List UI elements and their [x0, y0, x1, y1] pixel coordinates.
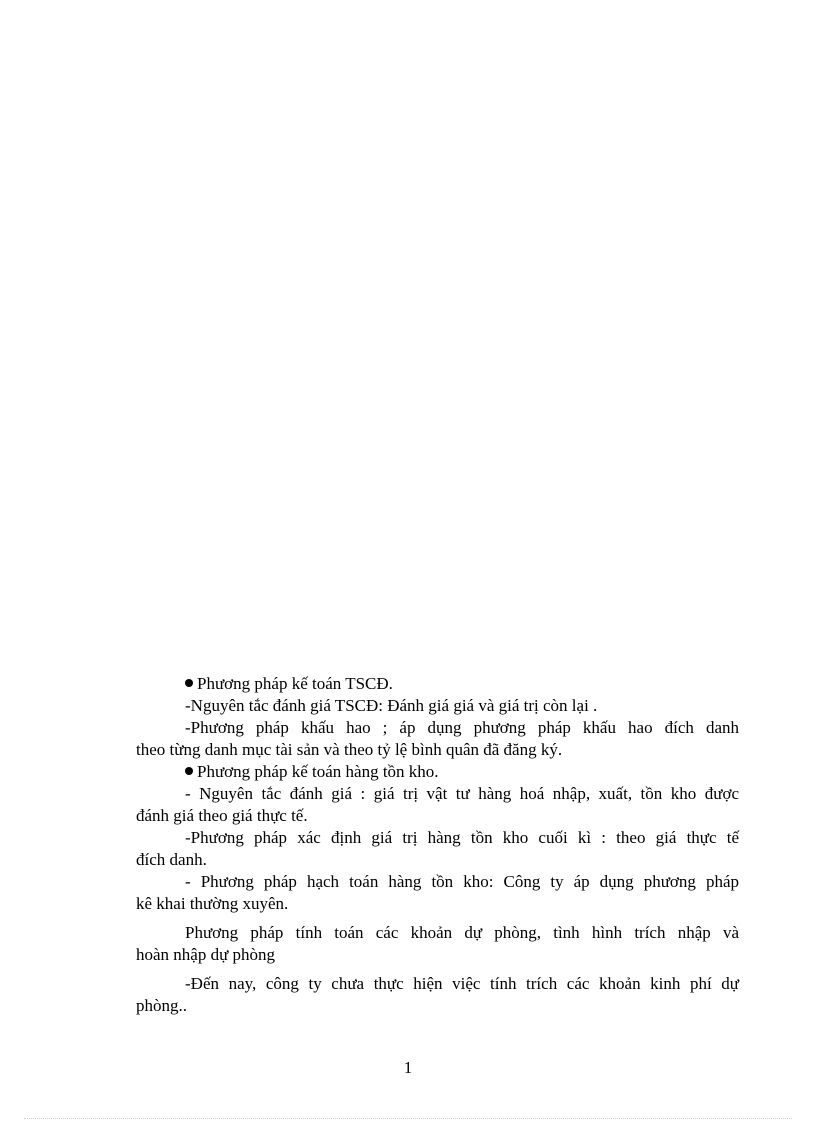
paragraph-line: Phương pháp tính toán các khoản dự phòng, tình hình trích nhập và: [185, 923, 739, 942]
paragraph-line: -Đến nay, công ty chưa thực hiện việc tính trích các khoản kinh phí dự: [185, 974, 739, 993]
bullet-paragraph: [136, 761, 739, 783]
document-body: [136, 673, 739, 1017]
paragraph-line: phòng..: [136, 996, 187, 1015]
paragraph-line: hoàn nhập dự phòng: [136, 945, 276, 964]
paragraph-line: - Phương pháp hạch toán hàng tồn kho: Công ty áp dụng phương pháp: [185, 872, 739, 891]
paragraph-line: -Phương pháp khấu hao ; áp dụng phương pháp khấu hao đích danh: [185, 718, 739, 737]
bullet-icon: [185, 679, 193, 687]
page-bottom-divider: [24, 1118, 792, 1119]
paragraph-line: theo từng danh mục tài sản và theo tỷ lệ bình quân đã đăng ký.: [136, 740, 563, 759]
paragraph-line: -Nguyên tắc đánh giá TSCĐ: Đánh giá giá và giá trị còn lại .: [185, 696, 598, 715]
bullet-icon: [185, 767, 193, 775]
paragraph-line: đích danh.: [136, 850, 207, 869]
paragraph-text: Phương pháp kế toán TSCĐ.: [197, 674, 393, 693]
paragraph-text: Phương pháp kế toán hàng tồn kho.: [197, 762, 439, 781]
paragraph-line: đánh giá theo giá thực tế.: [136, 806, 308, 825]
page-number: 1: [403, 1058, 413, 1077]
bullet-paragraph: [136, 673, 739, 695]
paragraph-line: -Phương pháp xác định giá trị hàng tồn kho cuối kì : theo giá thực tế: [185, 828, 739, 847]
paragraph-line: kê khai thường xuyên.: [136, 894, 289, 913]
paragraph-line: - Nguyên tắc đánh giá : giá trị vật tư hàng hoá nhập, xuất, tồn kho được: [185, 784, 739, 803]
